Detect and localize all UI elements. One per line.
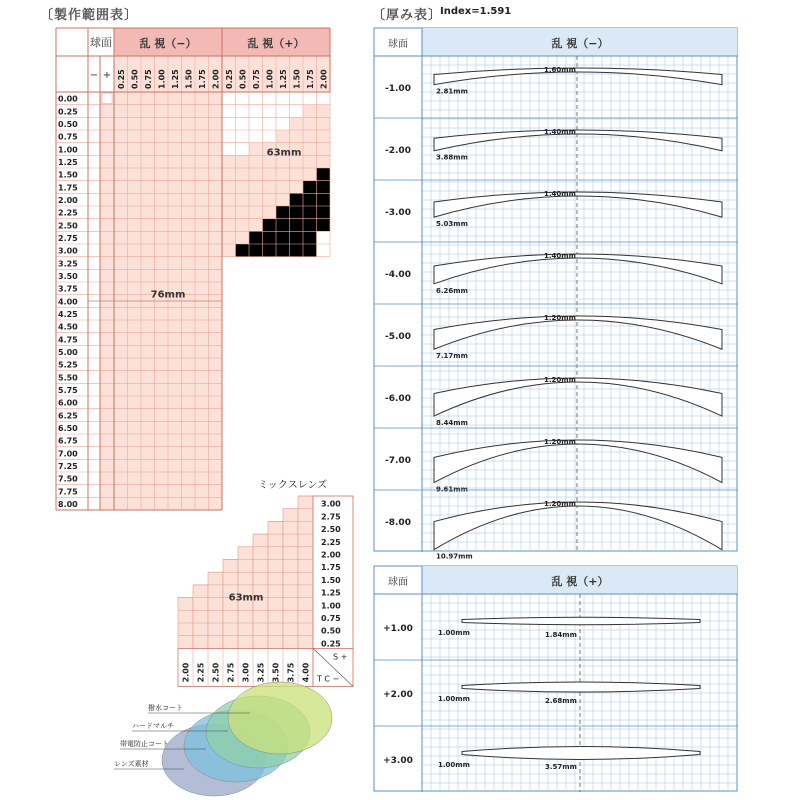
mix-tc-label: T C − <box>317 674 340 684</box>
sphere-row-value: 6.75 <box>58 436 78 446</box>
mix-s-value: 0.25 <box>321 639 341 649</box>
sphere-row-value: 7.75 <box>58 487 78 497</box>
mix-tc-value: 3.25 <box>256 662 266 683</box>
power-value: -8.00 <box>385 518 411 528</box>
coating-layer-label: 帯電防止コート <box>120 740 169 748</box>
sphere-row-value: 0.25 <box>58 107 78 117</box>
lens-shape <box>462 747 700 760</box>
sphere-row-value: 4.25 <box>58 310 78 319</box>
lens-shape <box>462 682 700 692</box>
mix-tc-value: 3.00 <box>241 662 251 683</box>
center-thickness: 2.68mm <box>545 697 577 705</box>
sphere-row-value: 0.00 <box>58 94 78 104</box>
edge-thickness: 1.00mm <box>438 761 470 769</box>
mix-column <box>283 509 298 649</box>
mix-s-value: 2.75 <box>321 512 341 522</box>
edge-thickness: 1.00mm <box>438 695 470 703</box>
astig-minus-label: 乱 視（−） <box>139 37 197 50</box>
sphere-row-value: 5.25 <box>58 360 78 370</box>
power-value: +1.00 <box>383 624 413 634</box>
sphere-row-value: 3.50 <box>58 272 78 281</box>
cyl-value-plus: 0.25 <box>224 69 234 89</box>
mix-s-value: 3.00 <box>321 499 341 509</box>
label-76mm: 76mm <box>150 289 186 301</box>
sphere-row-value: 5.00 <box>58 348 78 357</box>
head-sphere: 球面 <box>90 36 112 49</box>
cyl-value-minus: 1.25 <box>170 69 180 89</box>
mix-s-value: 1.00 <box>321 601 341 611</box>
edge-thickness: 5.03mm <box>436 220 468 229</box>
mix-tc-value: 3.50 <box>271 662 281 683</box>
sphere-row-value: 1.50 <box>58 170 78 180</box>
sphere-row-value: 4.75 <box>58 335 78 345</box>
power-value: -1.00 <box>385 84 411 94</box>
coating-layer-label: 撥水コート <box>148 704 183 712</box>
power-value: -4.00 <box>385 270 411 280</box>
sphere-row-value: 4.50 <box>58 322 78 332</box>
mix-table-title: ミックスレンズ <box>258 480 328 491</box>
thick-astig-header: 乱 視（−） <box>551 37 609 50</box>
mix-s-value: 2.00 <box>321 550 341 560</box>
index-label: Index=1.591 <box>440 6 512 17</box>
sphere-row-value: 2.00 <box>58 196 78 205</box>
thickness-title: 〔厚み表〕 <box>372 8 443 23</box>
sphere-row-value: 2.50 <box>58 221 78 231</box>
plus-region-step <box>236 155 250 244</box>
mix-tc-value: 2.75 <box>226 662 236 683</box>
thick-head-sphere: 球面 <box>388 39 408 50</box>
mix-s-value: 0.50 <box>321 626 341 636</box>
thickness-plus-table <box>374 566 738 792</box>
edge-thickness: 7.17mm <box>436 352 468 361</box>
sphere-row-value: 1.75 <box>58 183 78 193</box>
mix-label-63mm: 63mm <box>228 592 264 604</box>
sphere-row-value: 7.00 <box>58 449 78 459</box>
center-thickness: 1.84mm <box>545 631 577 639</box>
edge-thickness: 8.44mm <box>436 419 468 428</box>
coating-layer-label: レンズ素材 <box>114 760 149 768</box>
sphere-row-value: 6.50 <box>58 424 78 433</box>
power-value: +2.00 <box>383 690 413 700</box>
head-minus: − <box>89 70 99 81</box>
thick-frame <box>374 28 737 551</box>
cyl-value-minus: 1.75 <box>197 69 207 89</box>
power-value: -6.00 <box>385 394 411 404</box>
sphere-row-value: 6.00 <box>58 398 78 408</box>
sphere-row-value: 2.25 <box>58 208 78 218</box>
coating-layer-disc <box>228 682 332 754</box>
edge-thickness: 3.88mm <box>436 153 468 162</box>
mix-table <box>170 490 350 690</box>
edge-thickness: 6.26mm <box>436 286 468 295</box>
sphere-row-value: 0.50 <box>58 120 78 129</box>
mix-tc-value: 4.00 <box>301 662 311 683</box>
cyl-value-plus: 2.00 <box>319 69 329 89</box>
mix-s-value: 0.75 <box>321 614 341 623</box>
power-value: -7.00 <box>385 456 411 466</box>
cyl-value-plus: 0.75 <box>251 69 261 89</box>
sphere-row-value: 5.75 <box>58 386 78 395</box>
mix-s-value: 1.50 <box>321 575 341 585</box>
mix-column <box>253 534 268 648</box>
mix-s-value: 2.25 <box>321 537 341 547</box>
head-plus: + <box>102 70 112 81</box>
sphere-row-value: 7.50 <box>58 474 78 484</box>
sphere-row-value: 0.75 <box>58 132 78 142</box>
astig-plus-label: 乱 視（+） <box>247 37 305 50</box>
sphere-row-value: 6.25 <box>58 411 78 421</box>
edge-thickness: 10.97mm <box>436 552 473 561</box>
plus-region-step <box>317 105 331 168</box>
center-thickness: 1.20mm <box>544 438 576 446</box>
thick-astig-header: 乱 視（+） <box>551 575 609 588</box>
cyl-value-minus: 1.50 <box>184 69 194 89</box>
sphere-row-value: 3.75 <box>58 284 78 294</box>
edge-thickness: 2.81mm <box>436 87 468 96</box>
range-table-title: 〔製作範囲表〕 <box>40 8 139 23</box>
cyl-value-minus: 0.25 <box>116 69 126 89</box>
power-value: -5.00 <box>385 332 411 342</box>
sphere-row-value: 3.25 <box>58 259 78 269</box>
label-63mm: 63mm <box>266 147 302 159</box>
center-thickness: 1.60mm <box>544 66 576 74</box>
cyl-value-minus: 2.00 <box>211 69 221 89</box>
center-thickness: 1.40mm <box>544 190 576 198</box>
center-thickness: 1.20mm <box>544 314 576 322</box>
mix-s-value: 1.25 <box>321 588 341 598</box>
mix-tc-value: 2.50 <box>211 662 221 683</box>
center-thickness: 1.40mm <box>544 252 576 260</box>
mix-tc-value: 3.75 <box>286 662 296 683</box>
power-value: +3.00 <box>383 756 413 766</box>
cyl-value-plus: 1.00 <box>265 69 275 89</box>
coating-layer-label: ハードマルチ <box>132 722 174 730</box>
sphere-row-value: 8.00 <box>58 500 78 509</box>
mix-s-label: S + <box>333 652 348 662</box>
edge-thickness: 1.00mm <box>438 629 470 637</box>
lens-shape <box>462 617 700 624</box>
cyl-value-plus: 1.75 <box>305 69 315 89</box>
cyl-value-plus: 0.50 <box>238 69 248 89</box>
center-thickness: 3.57mm <box>545 763 577 771</box>
zero-cell <box>102 93 112 104</box>
mix-tc-value: 2.25 <box>196 662 206 683</box>
edge-thickness: 9.61mm <box>436 485 468 494</box>
cyl-value-minus: 0.75 <box>143 69 153 89</box>
power-value: -2.00 <box>385 146 411 156</box>
thickness-minus-table <box>374 28 738 561</box>
center-thickness: 1.40mm <box>544 128 576 136</box>
cyl-value-plus: 1.50 <box>292 69 302 89</box>
mix-tc-value: 2.00 <box>181 662 191 683</box>
cyl-value-minus: 0.50 <box>130 69 140 89</box>
coating-diagram <box>110 680 350 800</box>
range-table <box>0 0 360 520</box>
plus-region-step <box>249 143 263 232</box>
sphere-row-value: 5.50 <box>58 373 78 383</box>
mix-column <box>223 560 238 649</box>
mix-column <box>193 585 208 649</box>
sphere-row-value: 4.00 <box>58 297 78 307</box>
thick-head-sphere: 球面 <box>388 577 408 588</box>
center-thickness: 1.20mm <box>544 500 576 508</box>
center-thickness: 1.20mm <box>544 376 576 384</box>
mix-s-value: 2.50 <box>321 525 341 535</box>
sphere-row-value: 1.25 <box>58 158 78 167</box>
mix-s-value: 1.75 <box>321 563 341 573</box>
sphere-row-value: 7.25 <box>58 462 78 471</box>
sphere-row-value: 3.00 <box>58 246 78 256</box>
sphere-row-value: 2.75 <box>58 234 78 243</box>
cyl-value-plus: 1.25 <box>278 69 288 89</box>
sphere-row-value: 1.00 <box>58 145 78 155</box>
cyl-value-minus: 1.00 <box>157 69 167 89</box>
power-value: -3.00 <box>385 208 411 218</box>
